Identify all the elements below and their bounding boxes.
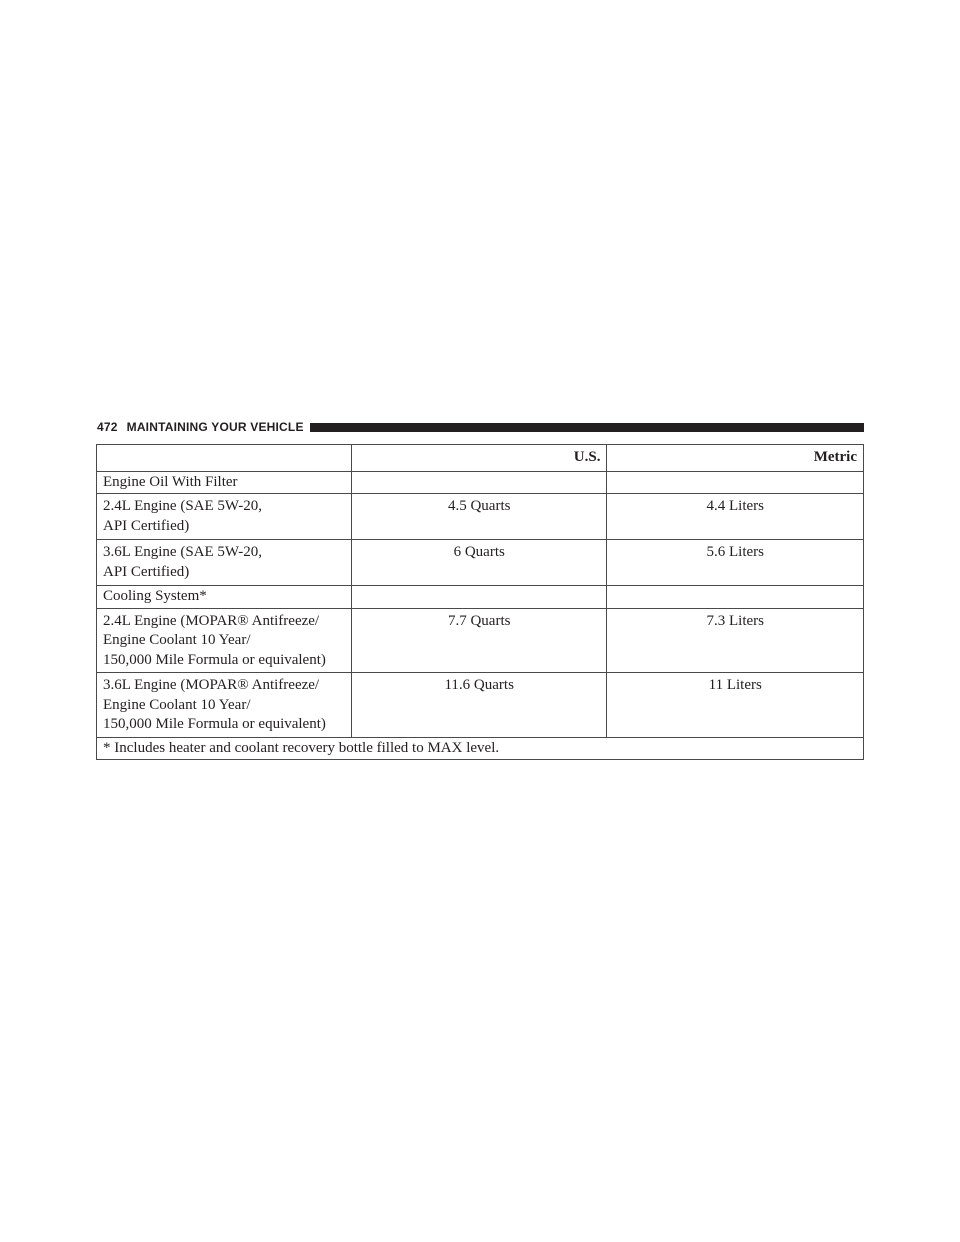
table-footnote: * Includes heater and coolant recovery bottle filled to MAX level. <box>97 737 864 760</box>
empty-cell <box>351 471 607 494</box>
us-value: 11.6 Quarts <box>351 673 607 738</box>
section-label: Cooling System* <box>97 586 352 609</box>
table-row-section-engine-oil <box>97 471 864 494</box>
column-header-blank <box>97 445 352 472</box>
row-label-line: 150,000 Mile Formula or equivalent) <box>103 716 326 732</box>
page-header <box>97 418 864 436</box>
row-label <box>97 494 352 540</box>
us-value: 7.7 Quarts <box>351 608 607 673</box>
column-header-metric: Metric <box>607 445 864 472</box>
row-label-line: 2.4L Engine (SAE 5W-20, <box>103 498 263 514</box>
table-row <box>97 608 864 673</box>
row-label-line: 150,000 Mile Formula or equivalent) <box>103 651 326 668</box>
us-value: 4.5 Quarts <box>351 494 607 540</box>
metric-value: 11 Liters <box>607 673 864 738</box>
column-header-us: U.S. <box>351 445 607 472</box>
page-number: 472 <box>97 420 118 434</box>
row-label <box>97 608 352 673</box>
row-label-line: API Certified) <box>103 517 190 534</box>
table-row-section-cooling-system <box>97 586 864 609</box>
us-value: 6 Quarts <box>351 540 607 586</box>
metric-value: 7.3 Liters <box>607 608 864 673</box>
row-label-line: API Certified) <box>103 563 190 580</box>
section-label: Engine Oil With Filter <box>97 471 352 494</box>
row-label-line: Engine Coolant 10 Year/ <box>103 632 251 648</box>
table-row <box>97 673 864 738</box>
table-header-row <box>97 445 864 472</box>
row-label-line: Engine Coolant 10 Year/ <box>103 696 251 713</box>
header-rule <box>310 423 864 432</box>
fluid-capacities-table <box>96 444 864 760</box>
empty-cell <box>607 586 864 609</box>
metric-value: 4.4 Liters <box>607 494 864 540</box>
row-label-line: 3.6L Engine (MOPAR® Antifreeze/ <box>103 677 320 693</box>
metric-value: 5.6 Liters <box>607 540 864 586</box>
row-label-line: 2.4L Engine (MOPAR® Antifreeze/ <box>103 612 320 629</box>
footnote-row <box>97 737 864 760</box>
table-row <box>97 540 864 586</box>
row-label-line: 3.6L Engine (SAE 5W-20, <box>103 544 263 560</box>
row-label <box>97 673 352 738</box>
empty-cell <box>351 586 607 609</box>
row-label <box>97 540 352 586</box>
table-row <box>97 494 864 540</box>
section-title: MAINTAINING YOUR VEHICLE <box>126 420 304 434</box>
empty-cell <box>607 471 864 494</box>
